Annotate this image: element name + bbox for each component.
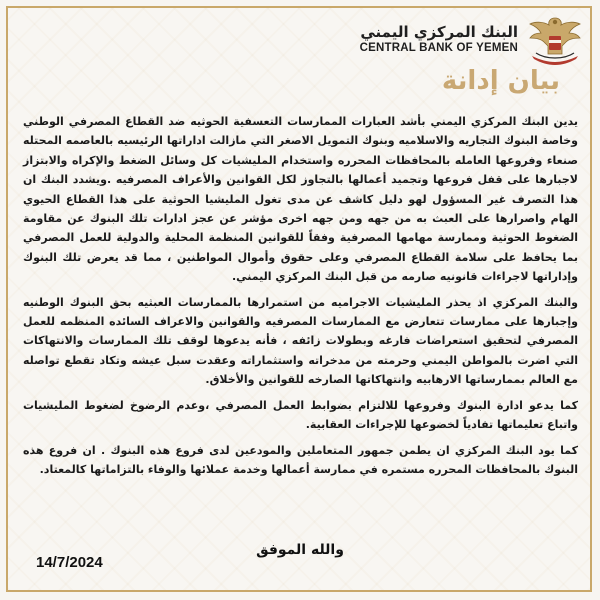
bank-name-block [360, 23, 518, 55]
paragraph-2: والبنك المركزي اذ يحذر المليشيات الاجراميه من استمرارها بالممارسات العبثيه بحق البنوك الوطنيه وإجبارها على ممارسات تتعارض مع الممارسات المصرفيه والقوانين والاعراف السائده المنظمه للعمل المصرفي لتحقيق استعراضات فارغه وبطولات زائفه ، فأنه يدعوها لوقف تلك الممارسات والانتهاكات التي اضرت بالمواطن اليمني وحرمته من مدخراته واستثماراته وعقدت سبل عيشه وتكاد تقطع تواصله مع العالم بممارساتها الارهابيه وانتهاكاتها الصارخه للقوانين والأخلاق. [23, 295, 578, 387]
paragraph-1: يدين البنك المركزي اليمني بأشد العبارات الممارسات التعسفية الحوثيه ضد القطاع المصرفي الوطني وخاصة البنوك التجاريه والاسلاميه وبنوك التمويل الاصغر التي مازالت اداراتها الرئيسيه بالعاصمه المحتله صنعاء وفروعها العامله بالمحافظات المحرره واستخدام المليشيات كل وسائل الضغط والإكراه والابتزاز لاجبارها على قفل فروعها وتجميد أعمالها بالتجاوز لكل القوانين والأعراف المصرفيه .ويشدد البنك ان هذا التصرف غير المسؤول لهو دليل كاشف عن مدى تغول المليشيا الحوثية على هذا القطاع الحيوي الهام واصرارها على العبث به من جهه ومن جهه اخرى مؤشر عن عجز ادارات تلك البنوك عن مقاومة الضغوط الحوثية وممارسة مهامها المصرفية وفقاً للقوانين المنظمة المحلية والدولية للعمل المصرفي بما يحافظ على سلامة القطاع المصرفي وعلى حقوق وأموال المواطنين ، مما قد يعرض تلك البنوك وإداراتها لاجراءات قانونيه صارمه من قبل البنك المركزي اليمني. [23, 115, 578, 284]
paragraph-3: كما يدعو ادارة البنوك وفروعها للالتزام بضوابط العمل المصرفي ،وعدم الرضوخ لضغوط المليشيات واتباع تعليماتها تفادياً لخضوعها للإجراءات العقابية. [23, 398, 578, 432]
statement-date: 14/7/2024 [36, 554, 103, 571]
bank-header [360, 12, 584, 66]
closing-phrase: والله الموفق [256, 542, 344, 558]
bank-name-english: CENTRAL BANK OF YEMEN [359, 42, 518, 54]
bank-name-arabic: البنك المركزي اليمني [360, 23, 518, 41]
paragraph-4: كما يود البنك المركزي ان يطمن جمهور المتعاملين والمودعين لدى فروع هذه البنوك . ان فروع هذه البنوك بالمحافظات المحرره مستمره في ممارسة أعمالها وخدمة عملائها والوفاء بالتزاماتها كالمعتاد. [23, 443, 578, 476]
statement-title: بيان إدانة [441, 66, 560, 96]
eagle-emblem-icon [526, 12, 584, 66]
statement-body [23, 112, 578, 485]
